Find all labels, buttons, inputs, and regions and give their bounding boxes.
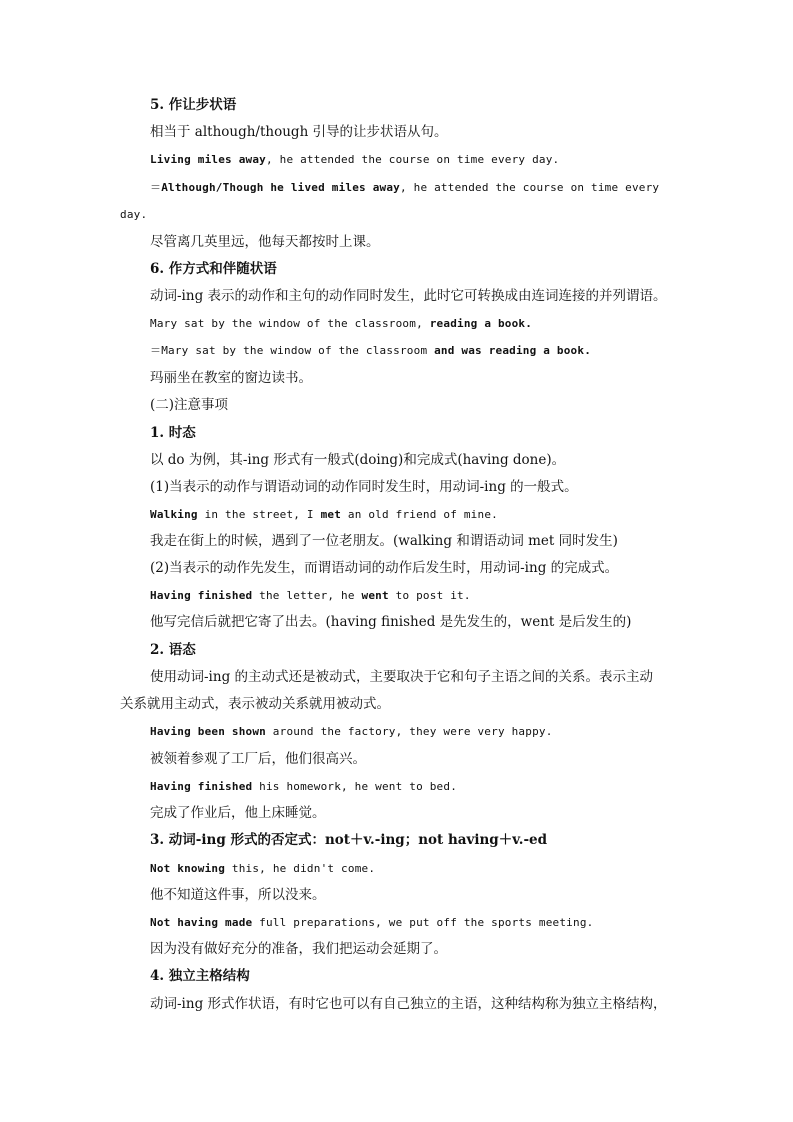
section-heading-manner xyxy=(150,260,690,278)
translation-line xyxy=(150,532,690,550)
bold-text-segment: and was reading a book. xyxy=(434,344,592,357)
bold-text-segment: Although/Though he lived miles away xyxy=(161,181,400,194)
text-segment: 相当于 although/though 引导的让步状语从句。 xyxy=(150,124,448,140)
text-segment: 使用动词-ing 的主动式还是被动式，主要取决于它和句子主语之间的关系。表示主动 xyxy=(150,669,654,685)
text-segment: around the factory, they were very happy. xyxy=(265,725,553,738)
text-segment: his homework, he went to bed. xyxy=(252,780,458,793)
translation-line xyxy=(150,613,690,631)
text-segment: 尽管离几英里远，他每天都按时上课。 xyxy=(150,234,380,250)
text-segment: 动词-ing 表示的动作和主句的动作同时发生，此时它可转换成由连词连接的并列谓语。 xyxy=(150,288,667,304)
text-segment: 关系就用主动式，表示被动关系就用被动式。 xyxy=(120,696,390,712)
bold-text-segment: Walking xyxy=(150,508,198,521)
translation-line xyxy=(150,804,690,822)
text-segment: 3. 动词-ing 形式的否定式：not＋v.-ing；not having＋v.-ed xyxy=(150,832,548,848)
text-segment: (1)当表示的动作与谓语动词的动作同时发生时，用动词-ing 的一般式。 xyxy=(150,479,578,495)
bold-text-segment: went xyxy=(361,589,389,602)
text-segment: 被领着参观了工厂后，他们很高兴。 xyxy=(150,751,366,767)
bold-text-segment: Not having made xyxy=(150,916,253,929)
bold-text-segment: reading a book. xyxy=(429,317,533,330)
section-heading-concession xyxy=(150,96,690,114)
paragraph-line xyxy=(150,478,690,496)
paragraph-line xyxy=(150,451,690,469)
text-segment: to post it. xyxy=(388,589,471,602)
example-sentence xyxy=(150,778,690,796)
bold-text-segment: Having finished xyxy=(150,589,253,602)
section-heading-notes xyxy=(150,396,690,414)
paragraph-line-continued xyxy=(120,695,660,713)
text-segment: 6. 作方式和伴随状语 xyxy=(150,261,277,277)
bold-text-segment: Having been shown xyxy=(150,725,266,738)
example-sentence xyxy=(150,179,690,197)
text-segment: day. xyxy=(120,208,148,221)
text-segment: (2)当表示的动作先发生，而谓语动词的动作后发生时，用动词-ing 的完成式。 xyxy=(150,560,619,576)
translation-line xyxy=(150,940,690,958)
bold-text-segment: met xyxy=(320,508,342,521)
text-segment: 4. 独立主格结构 xyxy=(150,968,250,984)
text-segment: 玛丽坐在教室的窗边读书。 xyxy=(150,370,312,386)
text-segment: , he attended the course on time every day. xyxy=(265,153,560,166)
text-segment: an old friend of mine. xyxy=(341,508,498,521)
text-segment: 他不知道这件事，所以没来。 xyxy=(150,887,326,903)
text-segment: 他写完信后就把它寄了出去。(having finished 是先发生的，went 是后发生的) xyxy=(150,614,632,630)
example-sentence xyxy=(150,723,690,741)
text-segment: full preparations, we put off the sports meeting. xyxy=(252,916,594,929)
paragraph-line xyxy=(150,287,690,305)
example-sentence xyxy=(150,342,690,360)
paragraph-line xyxy=(150,123,690,141)
bold-text-segment: Having finished xyxy=(150,780,253,793)
text-segment: ＝Mary sat by the window of the classroom xyxy=(150,344,435,357)
text-segment: the letter, he xyxy=(252,589,362,602)
example-sentence xyxy=(150,587,690,605)
text-segment: 2. 语态 xyxy=(150,642,196,658)
translation-line xyxy=(150,750,690,768)
text-segment: this, he didn't come. xyxy=(225,862,376,875)
text-segment: , he attended the course on time every xyxy=(400,181,660,194)
example-sentence xyxy=(150,315,690,333)
text-segment: 1. 时态 xyxy=(150,425,196,441)
translation-line xyxy=(150,886,690,904)
text-segment: 动词-ing 形式作状语，有时它也可以有自己独立的主语，这种结构称为独立主格结构， xyxy=(150,996,667,1012)
text-segment: 完成了作业后，他上床睡觉。 xyxy=(150,805,326,821)
text-segment: 我走在街上的时候，遇到了一位老朋友。(walking 和谓语动词 met 同时发生) xyxy=(150,533,618,549)
bold-text-segment: Not knowing xyxy=(150,862,226,875)
section-heading-voice xyxy=(150,641,690,659)
section-heading-tense xyxy=(150,424,690,442)
example-sentence xyxy=(150,151,690,169)
paragraph-line xyxy=(150,668,690,686)
text-segment: 5. 作让步状语 xyxy=(150,97,237,113)
paragraph-line xyxy=(150,559,690,577)
text-segment: (二)注意事项 xyxy=(150,397,229,413)
text-segment: ＝ xyxy=(150,181,162,194)
example-sentence-continued xyxy=(120,206,660,224)
bold-text-segment: Living miles away xyxy=(150,153,266,166)
example-sentence xyxy=(150,860,690,878)
text-segment: in the street, I xyxy=(197,508,321,521)
section-heading-absolute-construction xyxy=(150,967,690,985)
text-segment: Mary sat by the window of the classroom, xyxy=(150,317,430,330)
section-heading-negative-form xyxy=(150,831,690,849)
example-sentence xyxy=(150,914,690,932)
paragraph-line xyxy=(150,995,690,1013)
example-sentence xyxy=(150,506,690,524)
text-segment: 以 do 为例，其-ing 形式有一般式(doing)和完成式(having done)。 xyxy=(150,452,566,468)
text-segment: 因为没有做好充分的准备，我们把运动会延期了。 xyxy=(150,941,447,957)
translation-line xyxy=(150,233,690,251)
translation-line xyxy=(150,369,690,387)
